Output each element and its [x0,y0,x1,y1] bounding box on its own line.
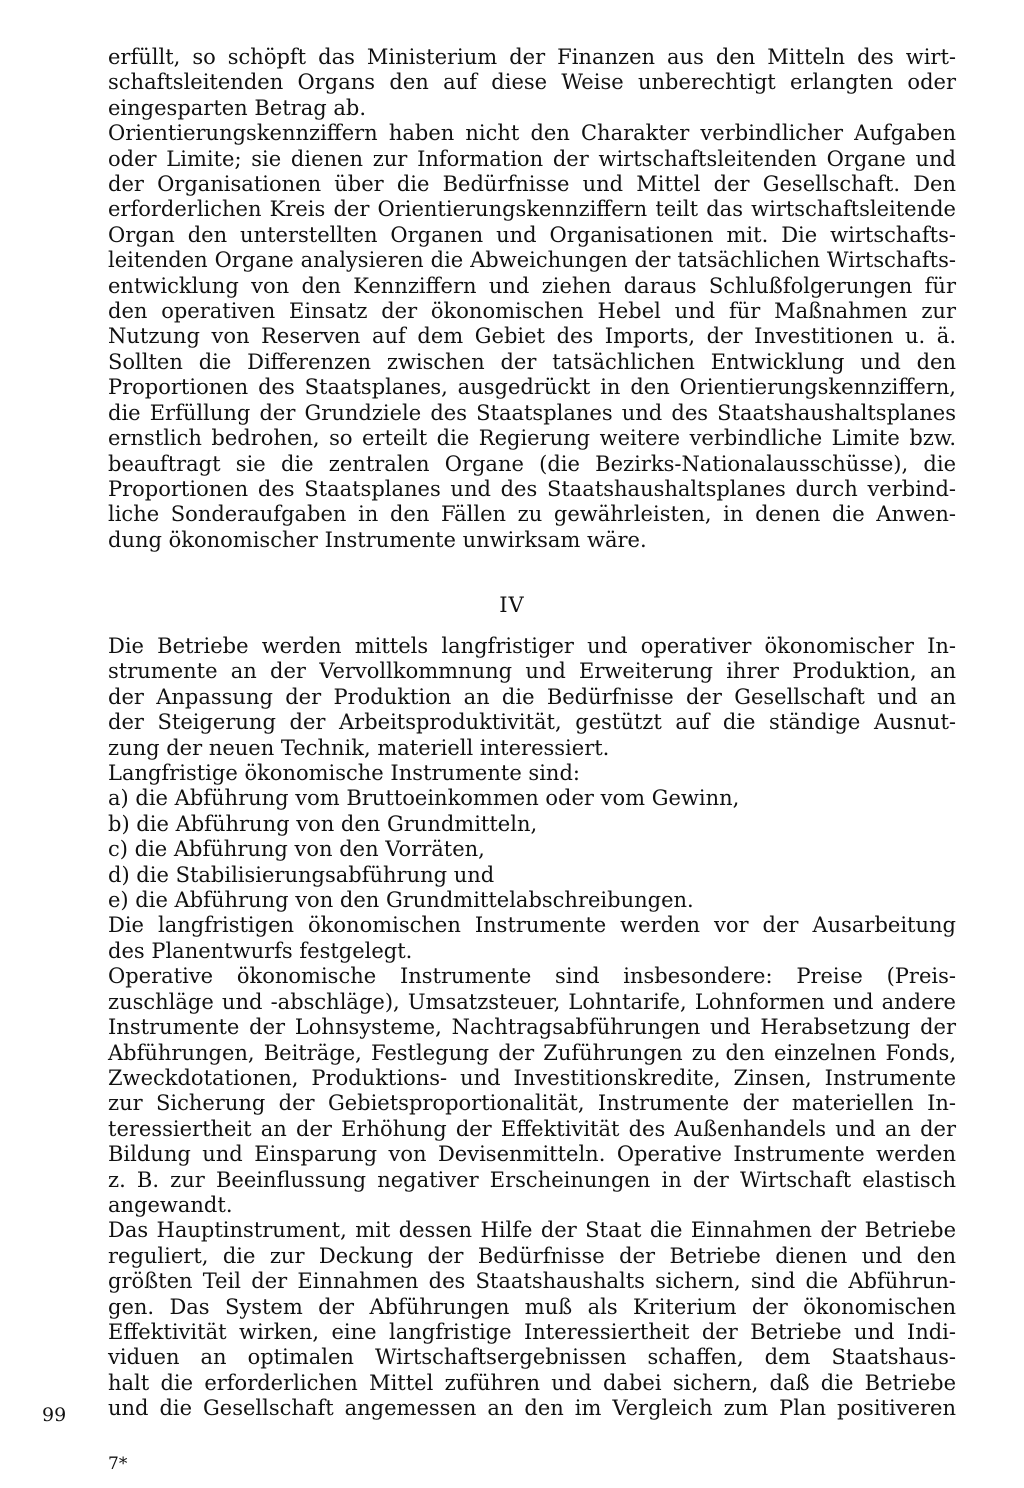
text-line: teressiertheit an der Erhöhung der Effektivität des Außenhandels und an der [108,1116,956,1141]
text-line: Die langfristigen ökonomischen Instrumente werden vor der Ausarbeitung [108,913,956,938]
text-line: erfüllt, so schöpft das Ministerium der Finanzen aus den Mitteln des wirt- [108,45,956,69]
text-line: leitenden Organe analysieren die Abweichungen der tatsächlichen Wirtschafts- [108,248,956,273]
text-line: des Planentwurfs festgelegt. [108,938,413,963]
text-line: gen. Das System der Abführungen muß als Kriterium der ökonomischen [108,1294,956,1319]
text-line: halt die erforderlichen Mittel zuführen und dabei sichern, daß die Betriebe [108,1370,956,1395]
text-line: beauftragt sie die zentralen Organe (die Bezirks-Nationalausschüsse), die [108,451,956,476]
text-line: reguliert, die zur Deckung der Bedürfnisse der Betriebe dienen und den [108,1243,956,1268]
text-line: angewandt. [108,1192,233,1217]
text-line: zuschläge und -abschläge), Umsatzsteuer, Lohntarife, Lohnformen und andere [108,989,956,1014]
text-line: Organ den unterstellten Organen und Organisationen mit. Die wirtschafts- [108,222,956,247]
text-line: Orientierungskennziffern haben nicht den Charakter verbindlicher Aufgaben [108,121,956,146]
signature-mark: 7* [108,1454,128,1474]
text-line: Instrumente der Lohnsysteme, Nachtragsabführungen und Herabsetzung der [108,1015,956,1040]
text-block-top [108,45,956,553]
text-line: größten Teil der Einnahmen des Staatshaushalts sichern, sind die Abführun- [108,1269,956,1294]
text-line: der Organisationen über die Bedürfnisse und Mittel der Gesellschaft. Den [108,172,956,197]
page-number: 99 [42,1404,67,1426]
text-line: Bildung und Einsparung von Devisenmitteln. Operative Instrumente werden [108,1142,956,1167]
text-line: viduen an optimalen Wirtschaftsergebnissen schaffen, dem Staatshaus- [108,1345,956,1370]
text-line: liche Sonderaufgaben in den Fällen zu gewährleisten, in denen die Anwen- [108,502,956,527]
text-line: entwicklung von den Kennziffern und ziehen daraus Schlußfolgerungen für [108,273,956,298]
text-line: erforderlichen Kreis der Orientierungskennziffern teilt das wirtschaftsleitende [108,197,956,222]
text-line: dung ökonomischer Instrumente unwirksam wäre. [108,527,647,552]
text-line: Die Betriebe werden mittels langfristiger und operativer ökonomischer In- [108,634,956,658]
list-item: a) die Abführung vom Bruttoeinkommen oder vom Gewinn, [108,786,740,811]
text-line: die Erfüllung der Grundziele des Staatsplanes und des Staatshaushaltsplanes [108,400,956,425]
text-line: oder Limite; sie dienen zur Information der wirtschaftsleitenden Organe und [108,146,956,171]
list-item: d) die Stabilisierungsabführung und [108,862,495,887]
text-line: Sollten die Differenzen zwischen der tatsächlichen Entwicklung und den [108,349,956,374]
text-line: strumente an der Vervollkommnung und Erweiterung ihrer Produktion, an [108,659,956,684]
list-item: b) die Abführung von den Grundmitteln, [108,811,538,836]
text-line: Proportionen des Staatsplanes und des Staatshaushaltsplanes durch verbind- [108,476,956,501]
text-block-bottom [108,634,956,1422]
list-item: c) die Abführung von den Vorräten, [108,837,485,862]
text-line: Abführungen, Beiträge, Festlegung der Zuführungen zu den einzelnen Fonds, [108,1040,956,1065]
text-line: Nutzung von Reserven auf dem Gebiet des Imports, der Investitionen u. ä. [108,324,956,349]
text-line: Operative ökonomische Instrumente sind insbesondere: Preise (Preis- [108,964,956,989]
text-line: der Steigerung der Arbeitsproduktivität, gestützt auf die ständige Ausnut- [108,710,956,735]
text-line: eingesparten Betrag ab. [108,95,366,120]
text-line: und die Gesellschaft angemessen an den im Vergleich zum Plan positiveren [108,1396,956,1421]
text-line: Das Hauptinstrument, mit dessen Hilfe der Staat die Einnahmen der Betriebe [108,1218,956,1243]
text-line: Langfristige ökonomische Instrumente sind: [108,761,580,786]
text-line: zung der neuen Technik, materiell interessiert. [108,735,610,760]
text-line: Zweckdotationen, Produktions- und Investitionskredite, Zinsen, Instrumente [108,1065,956,1090]
text-line: Proportionen des Staatsplanes, ausgedrückt in den Orientierungskennziffern, [108,375,956,400]
section-heading: IV [499,593,525,617]
text-line: ernstlich bedrohen, so erteilt die Regierung weitere verbindliche Limite bzw. [108,426,956,451]
text-line: Effektivität wirken, eine langfristige Interessiertheit der Betriebe und Indi- [108,1319,956,1344]
text-line: zur Sicherung der Gebietsproportionalität, Instrumente der materiellen In- [108,1091,956,1116]
text-line: z. B. zur Beeinflussung negativer Erscheinungen in der Wirtschaft elastisch [108,1167,956,1192]
text-line: der Anpassung der Produktion an die Bedürfnisse der Gesellschaft und an [108,684,956,709]
text-line: schaftsleitenden Organs den auf diese Weise unberechtigt erlangten oder [108,70,956,95]
text-line: den operativen Einsatz der ökonomischen Hebel und für Maßnahmen zur [108,299,956,324]
list-item: e) die Abführung von den Grundmittelabschreibungen. [108,888,694,913]
